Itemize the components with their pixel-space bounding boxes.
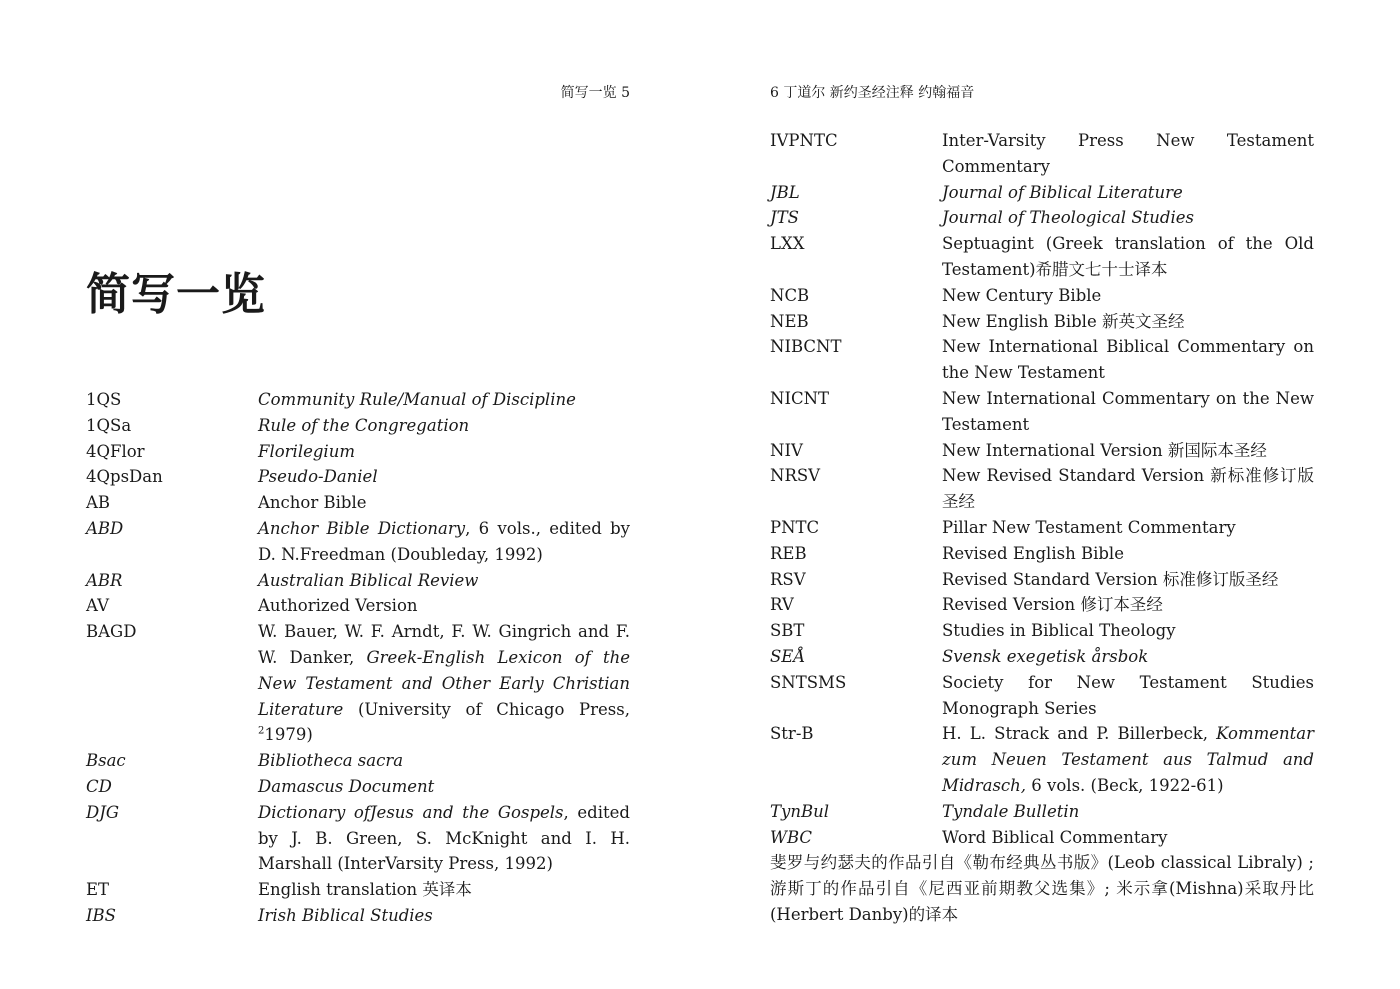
abbreviation-term: AV xyxy=(86,596,110,616)
definition-text: Word Biblical Commentary xyxy=(942,827,1168,847)
abbreviation-term: AB xyxy=(86,493,111,513)
abbreviation-entry xyxy=(86,903,630,929)
abbreviation-term: SBT xyxy=(770,621,805,641)
abbreviation-entry xyxy=(770,515,1314,541)
abbreviation-term: Bsac xyxy=(86,751,126,771)
running-head: 简写一览 5 xyxy=(560,85,630,101)
abbreviation-definition xyxy=(942,180,1314,206)
abbreviation-definition xyxy=(942,670,1314,722)
abbreviation-definition xyxy=(258,439,630,465)
abbreviation-definition xyxy=(942,592,1314,618)
definition-text: Kommentar zum Neuen Testament aus Talmud and Midrasch, xyxy=(942,724,1314,795)
definition-text: Damascus Document xyxy=(258,776,435,796)
abbreviation-term: WBC xyxy=(770,827,813,847)
running-head: 6 丁道尔 新约圣经注释 约翰福音 xyxy=(770,85,975,101)
source-note: 斐罗与约瑟夫的作品引自《勒布经典丛书版》(Leob classical Libraly) ;游斯丁的作品引自《尼西亚前期教父选集》; 米示拿(Mishna)采取丹比(Herbert Danby)的译本 xyxy=(770,853,1314,924)
abbreviation-term: NCB xyxy=(770,285,810,305)
definition-text: New International Commentary on the New Testament xyxy=(942,388,1314,434)
definition-text: 6 vols. (Beck, 1922-61) xyxy=(1026,775,1224,795)
definition-text: Greek-English Lexicon of the New Testament and Other Early Christian Literature xyxy=(258,647,630,719)
abbreviation-entry xyxy=(770,670,1314,722)
definition-text: Florilegium xyxy=(258,441,355,461)
abbreviation-definition xyxy=(258,877,630,903)
definition-text: New English Bible 新英文圣经 xyxy=(942,311,1185,331)
abbreviation-definition xyxy=(942,309,1314,335)
abbreviation-definition xyxy=(942,567,1314,593)
chapter-title: 简写一览 xyxy=(86,269,266,320)
abbreviation-definition xyxy=(258,464,630,490)
abbreviation-definition xyxy=(942,644,1314,670)
abbreviation-entry xyxy=(770,463,1314,515)
abbreviation-entry xyxy=(770,205,1314,231)
abbreviation-term: ABR xyxy=(86,570,123,590)
abbreviation-term: IBS xyxy=(86,905,116,925)
definition-text: New Century Bible xyxy=(942,285,1102,305)
abbreviation-definition xyxy=(942,438,1314,464)
definition-text: Australian Biblical Review xyxy=(258,570,479,590)
definition-text: Revised English Bible xyxy=(942,543,1124,563)
abbreviation-term: NIV xyxy=(770,440,803,460)
abbreviation-definition xyxy=(942,618,1314,644)
abbreviation-definition xyxy=(942,205,1314,231)
definition-text: Journal of Theological Studies xyxy=(942,208,1194,228)
abbreviation-definition xyxy=(258,593,630,619)
definition-text: New Revised Standard Version 新标准修订版圣经 xyxy=(942,466,1314,512)
definition-text: Anchor Bible Dictionary xyxy=(258,518,466,538)
definition-text: , edited by J. B. Green, S. McKnight and I. H. Marshall (InterVarsity Press, 1992) xyxy=(258,802,630,874)
abbreviation-term: RSV xyxy=(770,569,806,589)
abbreviation-entry xyxy=(770,567,1314,593)
abbreviation-entry xyxy=(86,568,630,594)
definition-text: Septuagint (Greek translation of the Old Testament)希腊文七十士译本 xyxy=(942,234,1314,279)
abbreviation-definition xyxy=(258,800,630,877)
abbreviation-definition xyxy=(942,128,1314,180)
abbreviation-entry xyxy=(770,386,1314,438)
abbreviation-term: 4QFlor xyxy=(86,441,145,461)
definition-text: New International Version 新国际本圣经 xyxy=(942,440,1267,460)
abbreviation-entry xyxy=(770,309,1314,335)
abbreviation-entry xyxy=(770,180,1314,206)
abbreviation-entry xyxy=(770,283,1314,309)
definition-text: Bibliotheca sacra xyxy=(258,751,404,771)
definition-text: New International Biblical Commentary on the New Testament xyxy=(942,337,1314,383)
abbreviation-entry xyxy=(86,516,630,568)
abbreviation-entry xyxy=(770,825,1314,851)
abbreviation-definition xyxy=(258,903,630,929)
abbreviation-term: CD xyxy=(86,776,112,796)
abbreviation-definition xyxy=(942,283,1314,309)
abbreviation-entry xyxy=(770,438,1314,464)
abbreviation-term: 4QpsDan xyxy=(86,467,163,487)
abbreviation-term: SEÅ xyxy=(770,646,806,666)
definition-text: Revised Version 修订本圣经 xyxy=(942,595,1163,615)
abbreviation-definition xyxy=(258,568,630,594)
abbreviation-definition xyxy=(942,515,1314,541)
definition-text: Pseudo-Daniel xyxy=(258,467,378,487)
abbreviation-entry xyxy=(770,592,1314,618)
abbreviation-entry xyxy=(770,799,1314,825)
definition-text: Irish Biblical Studies xyxy=(258,905,433,925)
abbreviation-definition xyxy=(942,231,1314,283)
abbreviation-term: NIBCNT xyxy=(770,337,842,357)
definition-text: Studies in Biblical Theology xyxy=(942,621,1176,641)
abbreviation-definition xyxy=(258,490,630,516)
abbreviation-entry xyxy=(86,800,630,877)
abbreviation-definition xyxy=(942,334,1314,386)
abbreviation-entry xyxy=(86,464,630,490)
abbreviation-term: NEB xyxy=(770,311,809,331)
right-page xyxy=(700,0,1400,989)
definition-text: Society for New Testament Studies Monograph Series xyxy=(942,672,1314,718)
definition-text: , 6 vols., edited by D. N.Freedman (Doubleday, 1992) xyxy=(258,518,630,564)
abbreviation-entry xyxy=(770,618,1314,644)
abbreviation-definition xyxy=(258,619,630,748)
definition-text: Revised Standard Version 标准修订版圣经 xyxy=(942,569,1279,589)
abbreviation-term: BAGD xyxy=(86,622,137,642)
definition-text: Community Rule/Manual of Discipline xyxy=(258,390,576,409)
abbreviation-definition xyxy=(258,387,630,413)
definition-text: H. L. Strack and P. Billerbeck, xyxy=(942,724,1217,744)
definition-text: Pillar New Testament Commentary xyxy=(942,517,1236,537)
abbreviation-entry xyxy=(770,128,1314,180)
abbreviation-term: JTS xyxy=(770,208,799,228)
abbreviation-entry xyxy=(86,774,630,800)
definition-text: 1979) xyxy=(264,725,313,745)
abbreviation-entry xyxy=(770,644,1314,670)
abbreviation-term: ET xyxy=(86,880,110,900)
abbreviation-list xyxy=(770,128,1314,928)
abbreviation-term: REB xyxy=(770,543,807,563)
definition-text: Svensk exegetisk årsbok xyxy=(942,646,1149,666)
abbreviation-definition xyxy=(942,825,1314,851)
definition-text: Journal of Biblical Literature xyxy=(942,182,1183,202)
definition-text: (University of Chicago Press, xyxy=(343,699,630,719)
abbreviation-term: Str-B xyxy=(770,724,814,744)
abbreviation-entry xyxy=(86,877,630,903)
abbreviation-term: JBL xyxy=(770,182,800,202)
abbreviation-definition xyxy=(942,721,1314,798)
abbreviation-entry xyxy=(86,490,630,516)
abbreviation-term: 1QS xyxy=(86,390,122,409)
abbreviation-definition xyxy=(258,774,630,800)
superscript: 2 xyxy=(258,725,265,737)
abbreviation-term: IVPNTC xyxy=(770,131,838,150)
abbreviation-term: SNTSMS xyxy=(770,672,847,692)
abbreviation-list xyxy=(86,387,630,929)
abbreviation-definition xyxy=(942,541,1314,567)
definition-text: Tyndale Bulletin xyxy=(942,801,1080,821)
abbreviation-definition xyxy=(258,413,630,439)
abbreviation-definition xyxy=(942,799,1314,825)
abbreviation-entry xyxy=(86,748,630,774)
definition-text: Anchor Bible xyxy=(258,493,367,513)
definition-text: Authorized Version xyxy=(258,596,418,616)
definition-text: Inter-Varsity Press New Testament Commentary xyxy=(942,131,1314,176)
abbreviation-term: NRSV xyxy=(770,466,821,486)
abbreviation-entry xyxy=(86,593,630,619)
abbreviation-entry xyxy=(86,413,630,439)
definition-text: Dictionary ofJesus and the Gospels xyxy=(258,802,564,822)
abbreviation-entry xyxy=(86,439,630,465)
abbreviation-entry xyxy=(770,334,1314,386)
abbreviation-definition xyxy=(258,516,630,568)
abbreviation-term: TynBul xyxy=(770,801,829,821)
abbreviation-term: RV xyxy=(770,595,794,615)
abbreviation-definition xyxy=(942,386,1314,438)
abbreviation-entry xyxy=(770,541,1314,567)
abbreviation-term: 1QSa xyxy=(86,415,132,435)
abbreviation-definition xyxy=(942,463,1314,515)
abbreviation-entry xyxy=(86,619,630,748)
abbreviation-term: ABD xyxy=(86,518,124,538)
abbreviation-term: DJG xyxy=(86,802,120,822)
abbreviation-entry xyxy=(86,387,630,413)
definition-text: Rule of the Congregation xyxy=(258,415,470,435)
abbreviation-term: NICNT xyxy=(770,388,830,408)
abbreviation-entry xyxy=(770,721,1314,798)
abbreviation-term: LXX xyxy=(770,234,805,254)
definition-text: English translation 英译本 xyxy=(258,880,472,900)
abbreviation-term: PNTC xyxy=(770,517,820,537)
abbreviation-entry xyxy=(770,231,1314,283)
definition-text: W. Bauer, W. F. Arndt, F. W. Gingrich and F. W. Danker, xyxy=(258,622,630,667)
abbreviation-definition xyxy=(258,748,630,774)
